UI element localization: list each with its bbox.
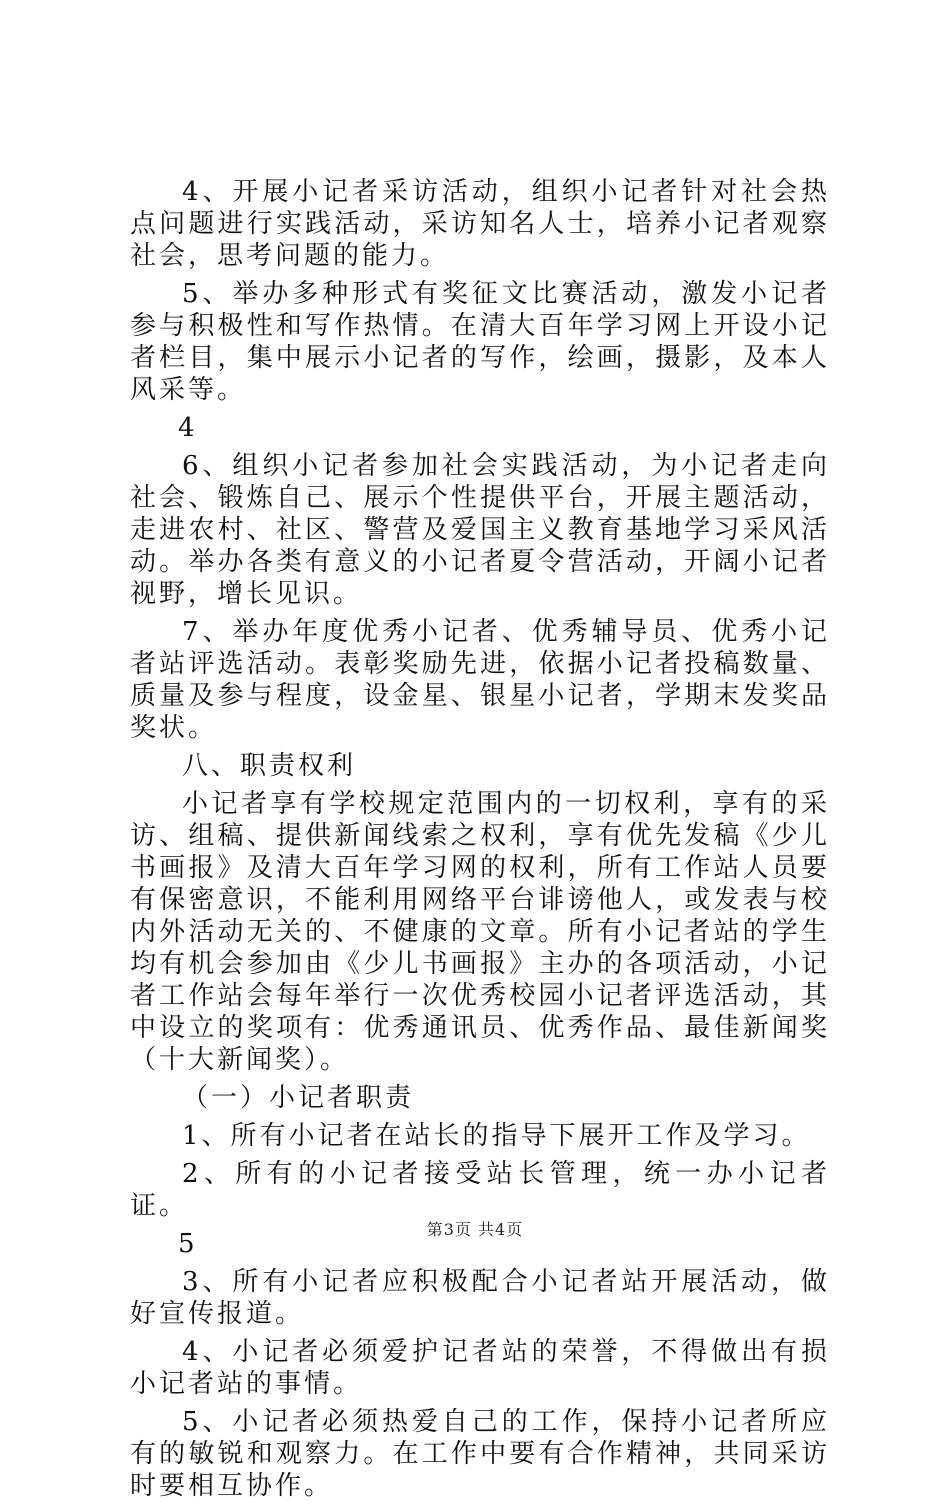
page-footer: 第3页 共4页 xyxy=(426,1220,524,1239)
duty-item-2: 2、所有的小记者接受站长管理，统一办小记者证。 xyxy=(130,1159,830,1221)
page-break-number: 5 xyxy=(178,1229,198,1259)
paragraph-item-7: 7、举办年度优秀小记者、优秀辅导员、优秀小记者站评选活动。表彰奖励先进，依据小记者投稿数量、质量及参与程度，设金星、银星小记者，学期末发奖品奖状。 xyxy=(130,617,830,743)
subsection-heading-duties: （一）小记者职责 xyxy=(182,1083,415,1113)
paragraph-item-5: 5、举办多种形式有奖征文比赛活动，激发小记者参与积极性和写作热情。在清大百年学习网上开设小记者栏目，集中展示小记者的写作，绘画，摄影，及本人风采等。 xyxy=(130,279,830,405)
paragraph-rights: 小记者享有学校规定范围内的一切权利，享有的采访、组稿、提供新闻线索之权利，享有优先发稿《少儿书画报》及清大百年学习网的权利，所有工作站人员要有保密意识，不能利用网络平台诽谤他人，或发表与校内外活动无关的、不健康的文章。所有小记者站的学生均有机会参加由《少儿书画报》主办的各项活动，小记者工作站会每年举行一次优秀校园小记者评选活动，其中设立的奖项有：优秀通讯员、优秀作品、最佳新闻奖（十大新闻奖）。 xyxy=(130,789,830,1075)
paragraph-item-6: 6、组织小记者参加社会实践活动，为小记者走向社会、锻炼自己、展示个性提供平台，开展主题活动，走进农村、社区、警营及爱国主义教育基地学习采风活动。举办各类有意义的小记者夏令营活动，开阔小记者视野，增长见识。 xyxy=(130,451,830,609)
paragraph-item-4: 4、开展小记者采访活动，组织小记者针对社会热点问题进行实践活动，采访知名人士，培养小记者观察社会，思考问题的能力。 xyxy=(130,177,830,271)
duty-item-5: 5、小记者必须热爱自己的工作，保持小记者所应有的敏锐和观察力。在工作中要有合作精神，共同采访时要相互协作。 xyxy=(130,1407,830,1501)
duty-item-4: 4、小记者必须爱护记者站的荣誉，不得做出有损小记者站的事情。 xyxy=(130,1337,830,1399)
duty-item-3: 3、所有小记者应积极配合小记者站开展活动，做好宣传报道。 xyxy=(130,1267,830,1329)
document-body xyxy=(130,176,830,1502)
page-break-number: 4 xyxy=(178,413,198,443)
duty-item-1: 1、所有小记者在站长的指导下展开工作及学习。 xyxy=(182,1121,811,1151)
section-heading-duties-rights: 八、职责权利 xyxy=(182,751,357,781)
